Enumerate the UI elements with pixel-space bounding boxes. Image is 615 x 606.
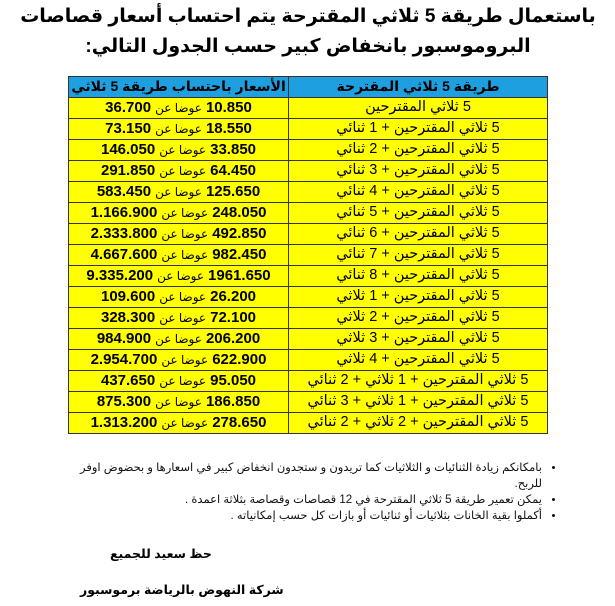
instead-of-label: عوضا عن — [155, 331, 202, 346]
table-row — [69, 223, 548, 244]
price-table — [68, 76, 548, 434]
company-name: شركة النهوض بالرياضة برموسبور — [80, 583, 284, 597]
table-row — [69, 160, 548, 181]
method-cell: 5 ثلاثي المقترحين + 3 ثنائي — [289, 160, 548, 181]
method-cell: 5 ثلاثي المقترحين + 1 ثلاثي + 3 ثنائي — [289, 391, 548, 412]
good-luck-text: حظ سعيد للجميع — [110, 547, 212, 561]
instead-of-label: عوضا عن — [161, 247, 209, 262]
note-item: • بامكانكم زيادة الثنائيات و الثلاثيات كما تريدون و ستجدون انخفاض كبير في اسعارها و بحضوض اوفر للربح. — [70, 460, 542, 492]
instead-of-label: عوضا عن — [159, 163, 207, 178]
instead-of-label: عوضا عن — [159, 142, 207, 157]
method-cell: 5 ثلاثي المقترحين + 3 ثلاثي — [289, 328, 548, 349]
old-price: 2.954.700 — [90, 350, 158, 368]
old-price: 437.650 — [100, 371, 156, 389]
table-row — [69, 244, 548, 265]
instead-of-label: عوضا عن — [161, 352, 209, 367]
price-cell — [69, 139, 289, 160]
table-row — [69, 412, 548, 433]
table-row — [69, 307, 548, 328]
table-row — [69, 328, 548, 349]
table-row — [69, 286, 548, 307]
price-cell — [69, 160, 289, 181]
note-item: • يمكن تعمير طريقة 5 ثلاثي المقترحة في 12 قصاصات وقصاصة بثلاثة اعمدة . — [70, 492, 542, 508]
new-price: 278.650 — [212, 413, 267, 431]
table-row — [69, 265, 548, 286]
new-price: 125.650 — [205, 182, 261, 200]
method-cell: 5 ثلاثي المقترحين + 1 ثلاثي — [289, 286, 548, 307]
method-cell: 5 ثلاثي المقترحين + 1 ثلاثي + 2 ثنائي — [289, 370, 548, 391]
method-cell: 5 ثلاثي المقترحين + 8 ثنائي — [289, 265, 548, 286]
table-row — [69, 181, 548, 202]
new-price: 248.050 — [212, 203, 267, 221]
old-price: 2.333.800 — [90, 224, 158, 242]
table-row — [69, 118, 548, 139]
new-price: 622.900 — [212, 350, 267, 368]
new-price: 18.550 — [205, 119, 252, 137]
old-price: 984.900 — [96, 329, 152, 347]
instead-of-label: عوضا عن — [161, 226, 209, 241]
method-cell: 5 ثلاثي المقترحين + 4 ثلاثي — [289, 349, 548, 370]
header-method: طريقة 5 ثلاثي المقترحة — [289, 77, 548, 98]
table-body — [69, 97, 548, 433]
title-line-2: البروموسبور بانخفاض كبير حسب الجدول التالي: — [85, 36, 531, 57]
price-cell — [69, 265, 289, 286]
price-cell — [69, 223, 289, 244]
old-price: 328.300 — [100, 308, 156, 326]
old-price: 73.150 — [105, 119, 152, 137]
new-price: 33.850 — [210, 140, 257, 158]
table-row — [69, 202, 548, 223]
price-cell — [69, 97, 289, 118]
instead-of-label: عوضا عن — [159, 289, 207, 304]
instead-of-label: عوضا عن — [155, 100, 202, 115]
price-cell — [69, 244, 289, 265]
old-price: 9.335.200 — [86, 266, 154, 284]
title-line-1: باستعمال طريقة 5 ثلاثي المقترحة يتم احتساب أسعار قصاصات — [20, 6, 596, 27]
table-header-row — [69, 77, 548, 98]
price-cell — [69, 370, 289, 391]
new-price: 186.850 — [205, 392, 261, 410]
method-cell: 5 ثلاثي المقترحين + 6 ثنائي — [289, 223, 548, 244]
old-price: 36.700 — [105, 98, 152, 116]
price-cell — [69, 118, 289, 139]
notes-list — [70, 460, 564, 524]
new-price: 206.200 — [205, 329, 261, 347]
old-price: 875.300 — [96, 392, 152, 410]
old-price: 1.166.900 — [90, 203, 158, 221]
method-cell: 5 ثلاثي المقترحين + 4 ثنائي — [289, 181, 548, 202]
table-row — [69, 349, 548, 370]
table-row — [69, 139, 548, 160]
table-row — [69, 97, 548, 118]
old-price: 291.850 — [100, 161, 156, 179]
new-price: 26.200 — [210, 287, 257, 305]
old-price: 109.600 — [100, 287, 156, 305]
old-price: 1.313.200 — [90, 413, 158, 431]
instead-of-label: عوضا عن — [159, 310, 207, 325]
price-cell — [69, 286, 289, 307]
price-cell — [69, 412, 289, 433]
method-cell: 5 ثلاثي المقترحين + 7 ثنائي — [289, 244, 548, 265]
document-title — [8, 2, 608, 62]
new-price: 10.850 — [205, 98, 252, 116]
old-price: 146.050 — [100, 140, 156, 158]
new-price: 492.850 — [212, 224, 267, 242]
method-cell: 5 ثلاثي المقترحين + 2 ثلاثي + 2 ثنائي — [289, 412, 548, 433]
price-cell — [69, 307, 289, 328]
price-cell — [69, 391, 289, 412]
method-cell: 5 ثلاثي المقترحين + 5 ثنائي — [289, 202, 548, 223]
price-cell — [69, 349, 289, 370]
old-price: 583.450 — [96, 182, 152, 200]
new-price: 64.450 — [210, 161, 257, 179]
table-row — [69, 370, 548, 391]
table-row — [69, 391, 548, 412]
instead-of-label: عوضا عن — [155, 184, 202, 199]
header-prices: الأسعار باحتساب طريقة 5 ثلاثي — [69, 77, 289, 98]
new-price: 95.050 — [210, 371, 257, 389]
old-price: 4.667.600 — [90, 245, 158, 263]
price-cell — [69, 202, 289, 223]
price-cell — [69, 181, 289, 202]
instead-of-label: عوضا عن — [157, 268, 204, 283]
instead-of-label: عوضا عن — [161, 205, 209, 220]
instead-of-label: عوضا عن — [155, 394, 202, 409]
method-cell: 5 ثلاثي المقترحين + 2 ثلاثي — [289, 307, 548, 328]
new-price: 72.100 — [210, 308, 257, 326]
instead-of-label: عوضا عن — [161, 415, 209, 430]
instead-of-label: عوضا عن — [159, 373, 207, 388]
price-cell — [69, 328, 289, 349]
method-cell: 5 ثلاثي المقترحين — [289, 97, 548, 118]
instead-of-label: عوضا عن — [155, 121, 202, 136]
method-cell: 5 ثلاثي المقترحين + 2 ثنائي — [289, 139, 548, 160]
method-cell: 5 ثلاثي المقترحين + 1 ثنائي — [289, 118, 548, 139]
note-item: • أكملوا بقية الخانات بثلاثيات أو ثنائيات أو بازات كل حسب إمكانياته . — [70, 508, 542, 524]
new-price: 1961.650 — [208, 266, 271, 284]
new-price: 982.450 — [212, 245, 267, 263]
